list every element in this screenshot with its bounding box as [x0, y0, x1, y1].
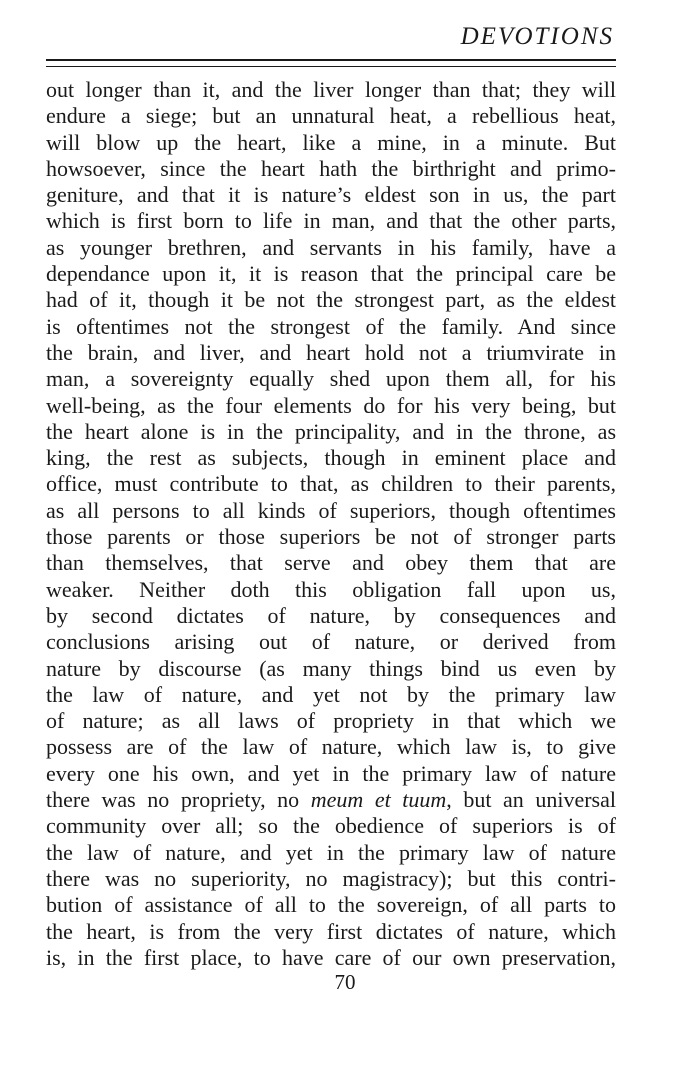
text-line: possess are of the law of nature, which law is, to give [46, 734, 616, 760]
text-line: every one his own, and yet in the primary law of nature [46, 760, 616, 786]
page-number: 70 [334, 970, 356, 994]
text-line: geniture, and that it is nature’s eldest son in us, the part [46, 182, 616, 208]
text-line: office, must contribute to that, as children to their parents, [46, 471, 616, 497]
text-line: which is first born to life in man, and that the other parts, [46, 208, 616, 234]
text-line: the brain, and liver, and heart hold not a triumvirate in [46, 339, 616, 365]
text-line: man, a sovereignty equally shed upon them all, for his [46, 366, 616, 392]
text-line: as younger brethren, and servants in his family, have a [46, 234, 616, 260]
text-line: those parents or those superiors be not of stronger parts [46, 524, 616, 550]
running-head-title: DEVOTIONS [460, 23, 614, 50]
text-segment: there was no propriety, no [46, 787, 311, 813]
text-line: well-being, as the four elements do for his very being, but [46, 392, 616, 418]
text-line: community over all; so the obedience of superiors is of [46, 813, 616, 839]
text-line: is, in the first place, to have care of our own preservation, [46, 944, 616, 970]
text-line: by second dictates of nature, by consequences and [46, 602, 616, 628]
text-line: nature by discourse (as many things bind us even by [46, 655, 616, 681]
text-line: will blow up the heart, like a mine, in a minute. But [46, 129, 616, 155]
text-line: the law of nature, and yet in the primary law of nature [46, 839, 616, 865]
text-line: endure a siege; but an unnatural heat, a rebellious heat, [46, 103, 616, 129]
text-line: dependance upon it, it is reason that the principal care be [46, 261, 616, 287]
text-line: the heart, is from the very first dictates of nature, which [46, 918, 616, 944]
text-line: conclusions arising out of nature, or derived from [46, 629, 616, 655]
text-line: as all persons to all kinds of superiors, though oftentimes [46, 497, 616, 523]
text-line: the law of nature, and yet not by the primary law [46, 681, 616, 707]
body-text [46, 77, 616, 971]
text-line: bution of assistance of all to the sovereign, of all parts to [46, 892, 616, 918]
text-line: weaker. Neither doth this obligation fall upon us, [46, 576, 616, 602]
text-line: of nature; as all laws of propriety in that which we [46, 708, 616, 734]
text-line: is oftentimes not the strongest of the family. And since [46, 313, 616, 339]
text-line: there was no superiority, no magistracy); but this contri- [46, 865, 616, 891]
text-line: out longer than it, and the liver longer than that; they will [46, 77, 616, 102]
text-line: king, the rest as subjects, though in eminent place and [46, 445, 616, 471]
text-line-with-italic [46, 787, 616, 813]
text-line: than themselves, that serve and obey them that are [46, 550, 616, 576]
text-line: the heart alone is in the principality, and in the throne, as [46, 418, 616, 444]
text-line: had of it, though it be not the strongest part, as the eldest [46, 287, 616, 313]
header-rule-thick [46, 59, 616, 61]
text-line: howsoever, since the heart hath the birthright and primo- [46, 155, 616, 181]
italic-phrase: meum et tuum [310, 787, 447, 813]
text-segment: , but an universal [446, 787, 616, 813]
header-rule-thin [46, 66, 616, 67]
